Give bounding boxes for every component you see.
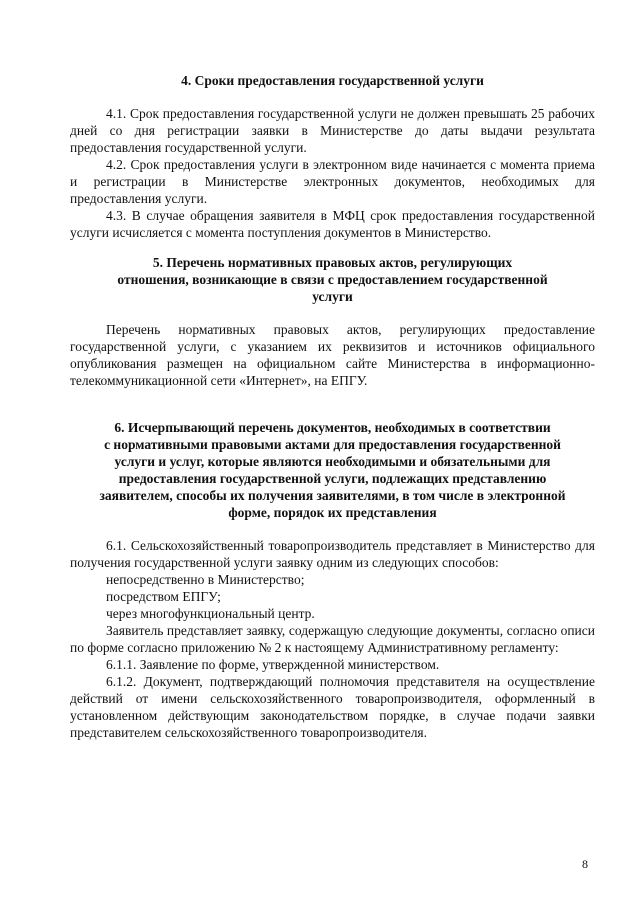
- paragraph-4-3: 4.3. В случае обращения заявителя в МФЦ срок предоставления государственной услуги исчисляется с момента поступления документов в Министерство.: [70, 208, 595, 240]
- section-6-title: [70, 419, 595, 521]
- section-6-title-line: заявителем, способы их получения заявителями, в том числе в электронной: [99, 488, 566, 503]
- paragraph-5: Перечень нормативных правовых актов, регулирующих предоставление государственной услуги, с указанием их реквизитов и источников официального опубликования размещен на официальном сайте Министерства в информационно-телекоммуникационной сети «Интернет», на ЕПГУ.: [70, 322, 595, 388]
- page-content: [70, 72, 595, 741]
- section-6-title-line: предоставления государственной услуги, подлежащих представлению: [118, 471, 547, 486]
- section-5-title: [70, 254, 595, 305]
- section-5-title-line: услуги: [312, 289, 353, 304]
- section-5-title-line: 5. Перечень нормативных правовых актов, регулирующих: [152, 255, 513, 270]
- page-number: 8: [582, 857, 588, 871]
- section-5-title-line: отношения, возникающие в связи с предоставлением государственной: [117, 272, 548, 287]
- paragraph-4-2: 4.2. Срок предоставления услуги в электронном виде начинается с момента приема и регистрации в Министерстве электронных документов, необходимых для предоставления услуги.: [70, 157, 595, 206]
- section-6-title-line: услуги и услуг, которые являются необходимыми и обязательными для: [114, 454, 551, 469]
- submission-methods-list: [70, 571, 595, 622]
- section-6-title-line: 6. Исчерпывающий перечень документов, необходимых в соответствии: [114, 420, 551, 435]
- list-item: через многофункциональный центр.: [106, 606, 315, 621]
- paragraph-applicant: Заявитель представляет заявку, содержащую следующие документы, согласно описи по форме согласно приложению № 2 к настоящему Административному регламенту:: [70, 623, 595, 655]
- paragraph-6-1-1: 6.1.1. Заявление по форме, утвержденной министерством.: [106, 657, 440, 672]
- section-4-title: 4. Сроки предоставления государственной услуги: [181, 73, 484, 88]
- list-item: посредством ЕПГУ;: [106, 589, 221, 604]
- section-6-title-line: форме, порядок их представления: [228, 505, 437, 520]
- paragraph-6-1-2: 6.1.2. Документ, подтверждающий полномочия представителя на осуществление действий от имени сельскохозяйственного товаропроизводителя, оформленный в установленном действующим законодательством порядке, в случае подачи заявки представителем сельскохозяйственного товаропроизводителя.: [70, 674, 595, 740]
- paragraph-4-1: 4.1. Срок предоставления государственной услуги не должен превышать 25 рабочих дней со дня регистрации заявки в Министерстве до даты выдачи результата предоставления государственной услуги.: [70, 106, 595, 155]
- paragraph-6-1: 6.1. Сельскохозяйственный товаропроизводитель представляет в Министерство для получения государственной услуги заявку одним из следующих способов:: [70, 538, 595, 570]
- section-6-title-line: с нормативными правовыми актами для предоставления государственной: [104, 437, 561, 452]
- list-item: непосредственно в Министерство;: [106, 572, 305, 587]
